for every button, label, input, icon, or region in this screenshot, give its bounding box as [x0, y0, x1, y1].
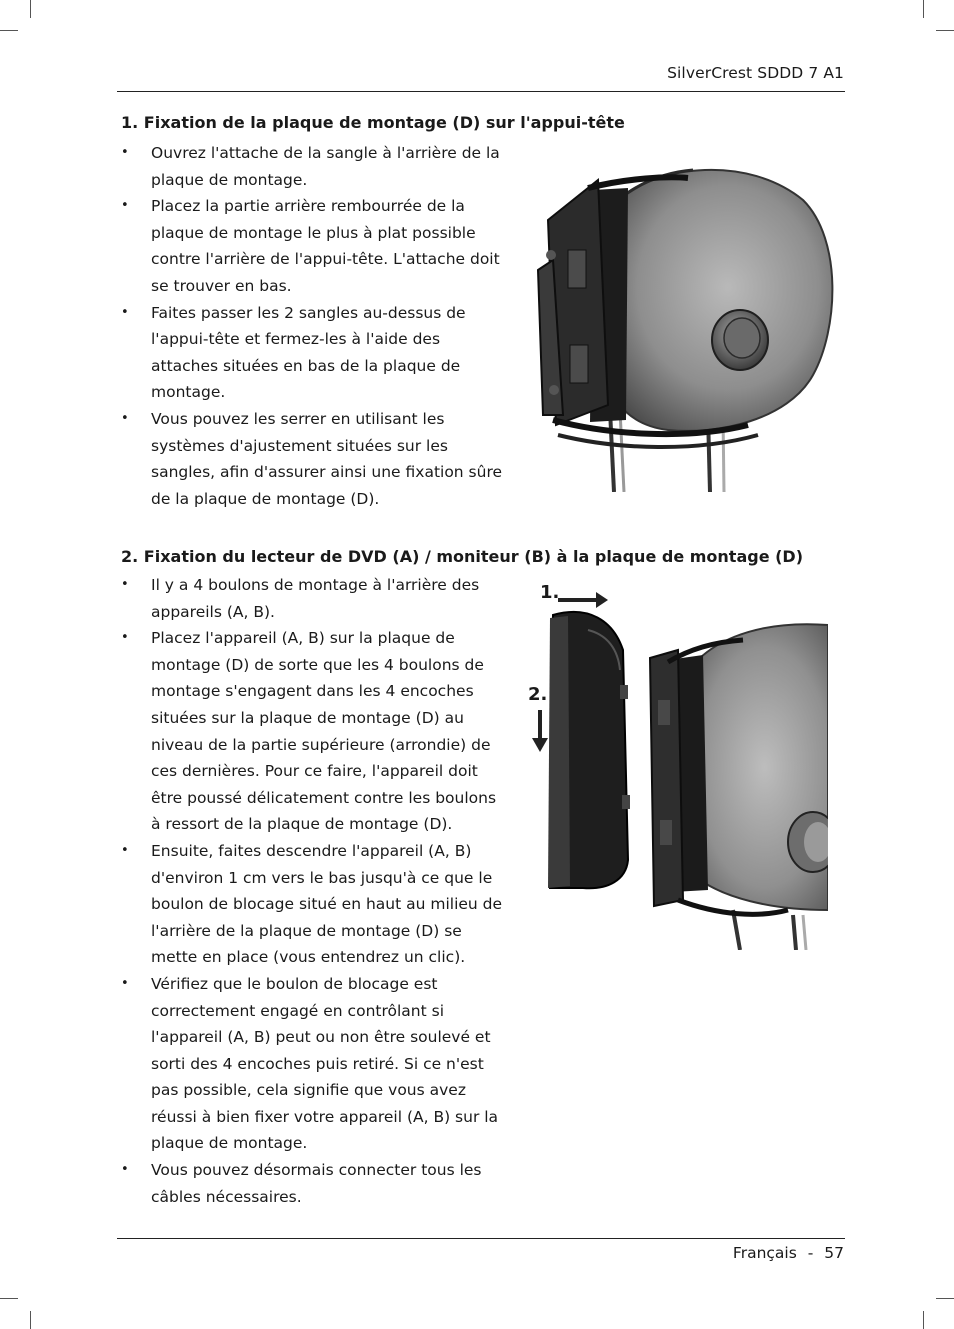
crop-mark: [30, 0, 31, 18]
footer-separator: -: [807, 1244, 814, 1262]
footer-language: Français: [732, 1244, 797, 1262]
bullet-item: • Placez l'appareil (A, B) sur la plaque de montage (D) de sorte que les 4 boulons de montage s'engagent dans les 4 encoches situées sur la plaque de montage (D) au niveau de la partie supérieure (arrondie) de ces dernières. Pour ce faire, l'appareil doit être poussé délicatement contre les boulons à ressort de la plaque de montage (D).: [121, 625, 506, 838]
bullet-item: • Placez la partie arrière rembourrée de la plaque de montage le plus à plat possible contre l'arrière de l'appui-tête. L'attache doit se trouver en bas.: [121, 193, 506, 299]
page-footer: [733, 1244, 844, 1262]
section-2-title: 2. Fixation du lecteur de DVD (A) / moniteur (B) à la plaque de montage (D): [121, 547, 804, 566]
crop-mark: [936, 30, 954, 31]
bullet-item: • Il y a 4 boulons de montage à l'arrière des appareils (A, B).: [121, 572, 506, 625]
page-number: 57: [824, 1244, 844, 1262]
headrest-mounting-plate-illustration: [518, 160, 840, 492]
crop-mark: [923, 0, 924, 18]
running-header: SilverCrest SDDD 7 A1: [667, 64, 844, 82]
bullet-item: • Vérifiez que le boulon de blocage est correctement engagé en contrôlant si l'appareil (A, B) peut ou non être soulevé et sorti des 4 encoches puis retiré. Si ce n'est pas possible, cela signifie que vous avez réussi à bien fixer votre appareil (A, B) sur la plaque de montage.: [121, 971, 506, 1157]
footer-rule: [117, 1238, 845, 1239]
bullet-item: • Vous pouvez les serrer en utilisant les systèmes d'ajustement situées sur les sangles, afin d'assurer ainsi une fixation sûre de la plaque de montage (D).: [121, 406, 506, 512]
crop-mark: [936, 1298, 954, 1299]
section-2-bullet-list: [121, 572, 506, 1210]
section-1-bullet-list: [121, 140, 506, 512]
step-1-label: 1.: [540, 582, 560, 603]
bullet-item: • Faites passer les 2 sangles au-dessus de l'appui-tête et fermez-les à l'aide des attaches situées en bas de la plaque de montage.: [121, 300, 506, 406]
step-2-label: 2.: [528, 684, 548, 705]
bullet-item: • Ensuite, faites descendre l'appareil (A, B) d'environ 1 cm vers le bas jusqu'à ce que le boulon de blocage situé en haut au milieu de l'arrière de la plaque de montage (D) se mette en place (vous entendrez un clic).: [121, 838, 506, 971]
bullet-item: • Ouvrez l'attache de la sangle à l'arrière de la plaque de montage.: [121, 140, 506, 193]
device-attachment-illustration: [528, 580, 828, 950]
crop-mark: [923, 1311, 924, 1329]
header-rule: [117, 91, 845, 92]
bullet-item: • Vous pouvez désormais connecter tous les câbles nécessaires.: [121, 1157, 506, 1210]
section-1-title: 1. Fixation de la plaque de montage (D) sur l'appui-tête: [121, 113, 625, 132]
crop-mark: [0, 1298, 18, 1299]
crop-mark: [0, 30, 18, 31]
crop-mark: [30, 1311, 31, 1329]
